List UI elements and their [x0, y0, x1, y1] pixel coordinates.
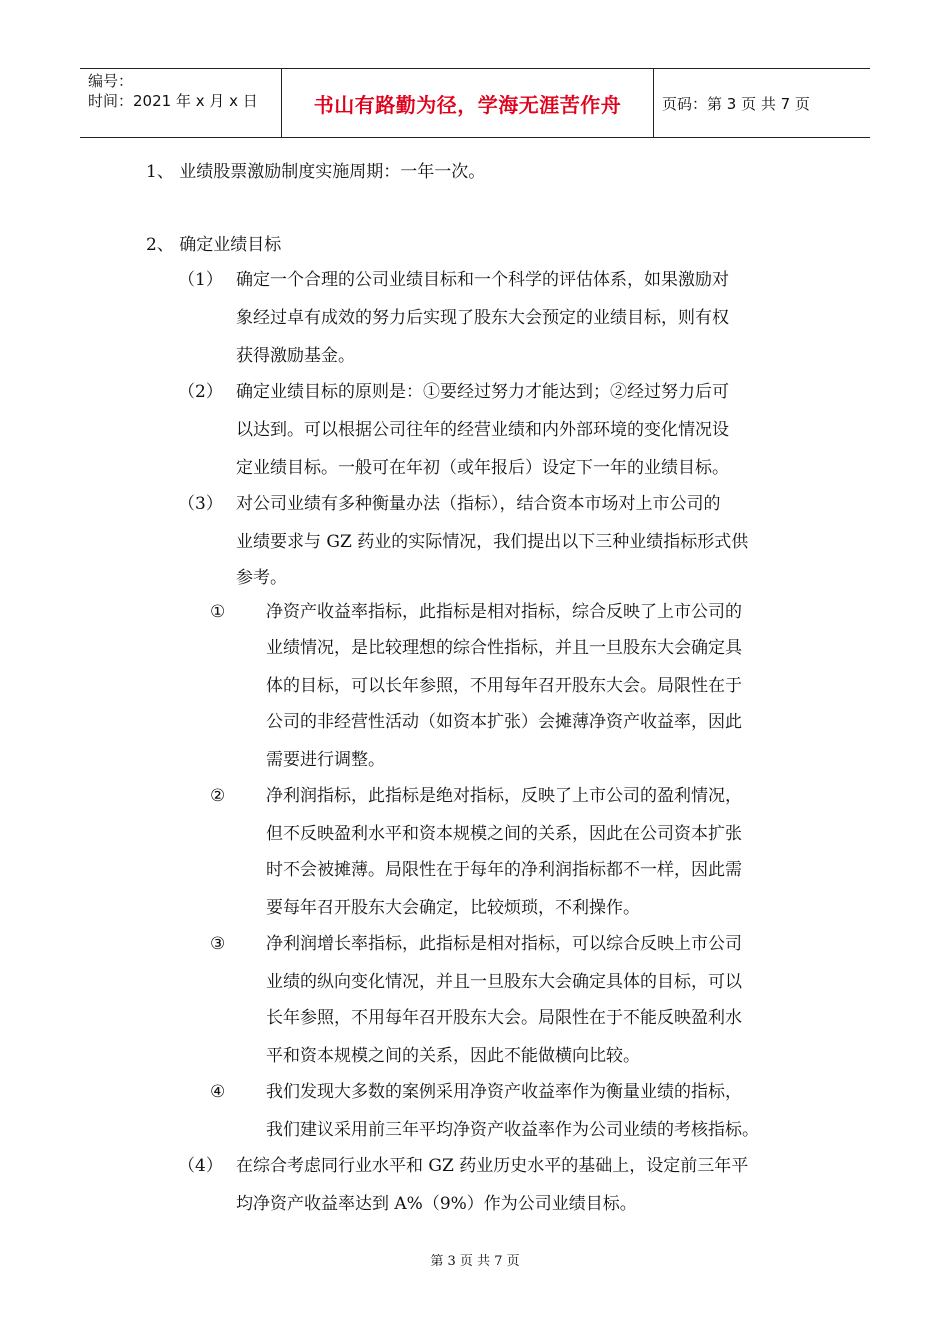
item-3-text: 对公司业绩有多种衡量办法（指标），结合资本市场对上市公司的: [236, 494, 721, 514]
subitem-1-marker: ①: [210, 602, 226, 622]
subitem-3-text: 长年参照，不用每年召开股东大会。局限性在于不能反映盈利水: [266, 1008, 742, 1028]
item-1-marker: （1）: [178, 270, 223, 290]
subitem-1-text: 体的目标，可以长年参照，不用每年召开股东大会。局限性在于: [266, 676, 742, 696]
subitem-2-text: 要每年召开股东大会确定，比较烦琐，不利操作。: [266, 898, 640, 918]
document-date: 时间：2021 年 x 月 x 日: [88, 92, 258, 110]
item-3-text: 参考。: [236, 568, 287, 588]
subitem-4-marker: ④: [210, 1082, 226, 1102]
item-4-marker: （4）: [178, 1156, 223, 1176]
subitem-2-text: 净利润指标，此指标是绝对指标，反映了上市公司的盈利情况，: [266, 786, 742, 806]
subitem-2-text: 时不会被摊薄。局限性在于每年的净利润指标都不一样，因此需: [266, 860, 742, 880]
item-1-text: 象经过卓有成效的努力后实现了股东大会预定的业绩目标，则有权: [236, 308, 729, 328]
header-motto: 书山有路勤为径，学海无涯苦作舟: [282, 69, 654, 137]
item-2-text: 以达到。可以根据公司往年的经营业绩和内外部环境的变化情况设: [236, 420, 729, 440]
page-footer: 第 3 页 共 7 页: [430, 1254, 520, 1269]
item-4-text: 在综合考虑同行业水平和 GZ 药业历史水平的基础上，设定前三年平: [236, 1156, 749, 1176]
item-2-text: 定业绩目标。一般可在年初（或年报后）设定下一年的业绩目标。: [236, 458, 729, 478]
subitem-3-text: 平和资本规模之间的关系，因此不能做横向比较。: [266, 1046, 640, 1066]
header-page-number: 页码：第 3 页 共 7 页: [662, 94, 810, 113]
subitem-4-text: 我们建议采用前三年平均净资产收益率作为公司业绩的考核指标。: [266, 1120, 759, 1140]
subitem-1-text: 业绩情况，是比较理想的综合性指标，并且一旦股东大会确定具: [266, 638, 742, 658]
subitem-2-marker: ②: [210, 786, 226, 806]
subitem-1-text: 净资产收益率指标，此指标是相对指标，综合反映了上市公司的: [266, 602, 742, 622]
item-1-text: 确定一个合理的公司业绩目标和一个科学的评估体系，如果激励对: [236, 270, 729, 290]
subitem-3-marker: ③: [210, 934, 226, 954]
item-3-text: 业绩要求与 GZ 药业的实际情况，我们提出以下三种业绩指标形式供: [236, 532, 749, 552]
item-3-marker: （3）: [178, 494, 223, 514]
item-2-text: 确定业绩目标的原则是：①要经过努力才能达到；②经过努力后可: [236, 382, 729, 402]
subitem-1-text: 公司的非经营性活动（如资本扩张）会摊薄净资产收益率，因此: [266, 712, 742, 732]
header-info: [80, 69, 282, 137]
item-1-text: 获得激励基金。: [236, 346, 355, 366]
page-header: [80, 68, 870, 138]
section-2-heading: 2、 确定业绩目标: [146, 235, 282, 255]
section-1-heading: 1、 业绩股票激励制度实施周期：一年一次。: [146, 162, 486, 182]
subitem-1-text: 需要进行调整。: [266, 750, 385, 770]
item-4-text: 均净资产收益率达到 A%（9%）作为公司业绩目标。: [236, 1194, 637, 1214]
item-2-marker: （2）: [178, 382, 223, 402]
subitem-3-text: 净利润增长率指标，此指标是相对指标，可以综合反映上市公司: [266, 934, 742, 954]
subitem-2-text: 但不反映盈利水平和资本规模之间的关系，因此在公司资本扩张: [266, 824, 742, 844]
subitem-4-text: 我们发现大多数的案例采用净资产收益率作为衡量业绩的指标，: [266, 1082, 742, 1102]
document-number-label: 编号：: [88, 72, 134, 90]
subitem-3-text: 业绩的纵向变化情况，并且一旦股东大会确定具体的目标，可以: [266, 972, 742, 992]
